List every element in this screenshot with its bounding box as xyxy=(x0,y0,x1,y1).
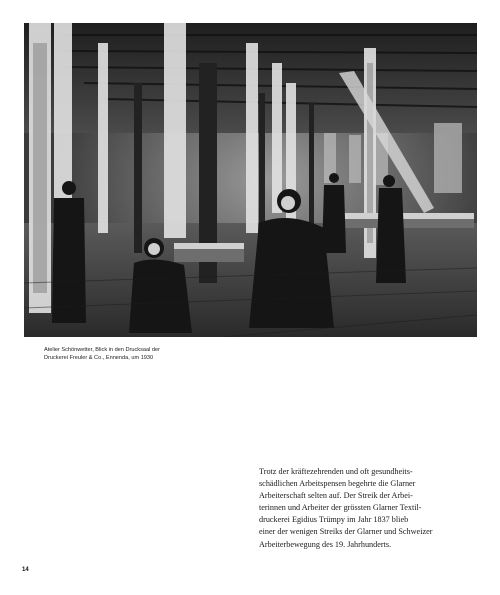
body-line: einer der wenigen Streiks der Glarner und Schweizer xyxy=(259,527,433,537)
printing-hall-photo xyxy=(24,23,477,337)
body-line: terinnen und Arbeiter der grössten Glarner Textil- xyxy=(259,503,422,513)
caption-line: Atelier Schönwetter, Blick in den Drucksaal der xyxy=(44,347,160,353)
body-line: druckerei Egidius Trümpy im Jahr 1837 blieb xyxy=(259,515,409,525)
body-line: Arbeiterbewegung des 19. Jahrhunderts. xyxy=(259,539,392,549)
body-paragraph xyxy=(259,466,479,551)
photo-illustration xyxy=(24,23,477,337)
body-line: schädlichen Arbeitspensen begehrte die Glarner xyxy=(259,479,416,489)
body-line: Trotz der kräftezehrenden und oft gesundheits- xyxy=(259,467,413,476)
caption-line: Druckerei Freuler & Co., Ennenda, um 1930 xyxy=(44,354,154,361)
page-number: 14 xyxy=(22,567,29,573)
body-line: Arbeiterschaft selten auf. Der Streik der Arbei- xyxy=(259,491,413,501)
photo-caption xyxy=(44,347,234,362)
